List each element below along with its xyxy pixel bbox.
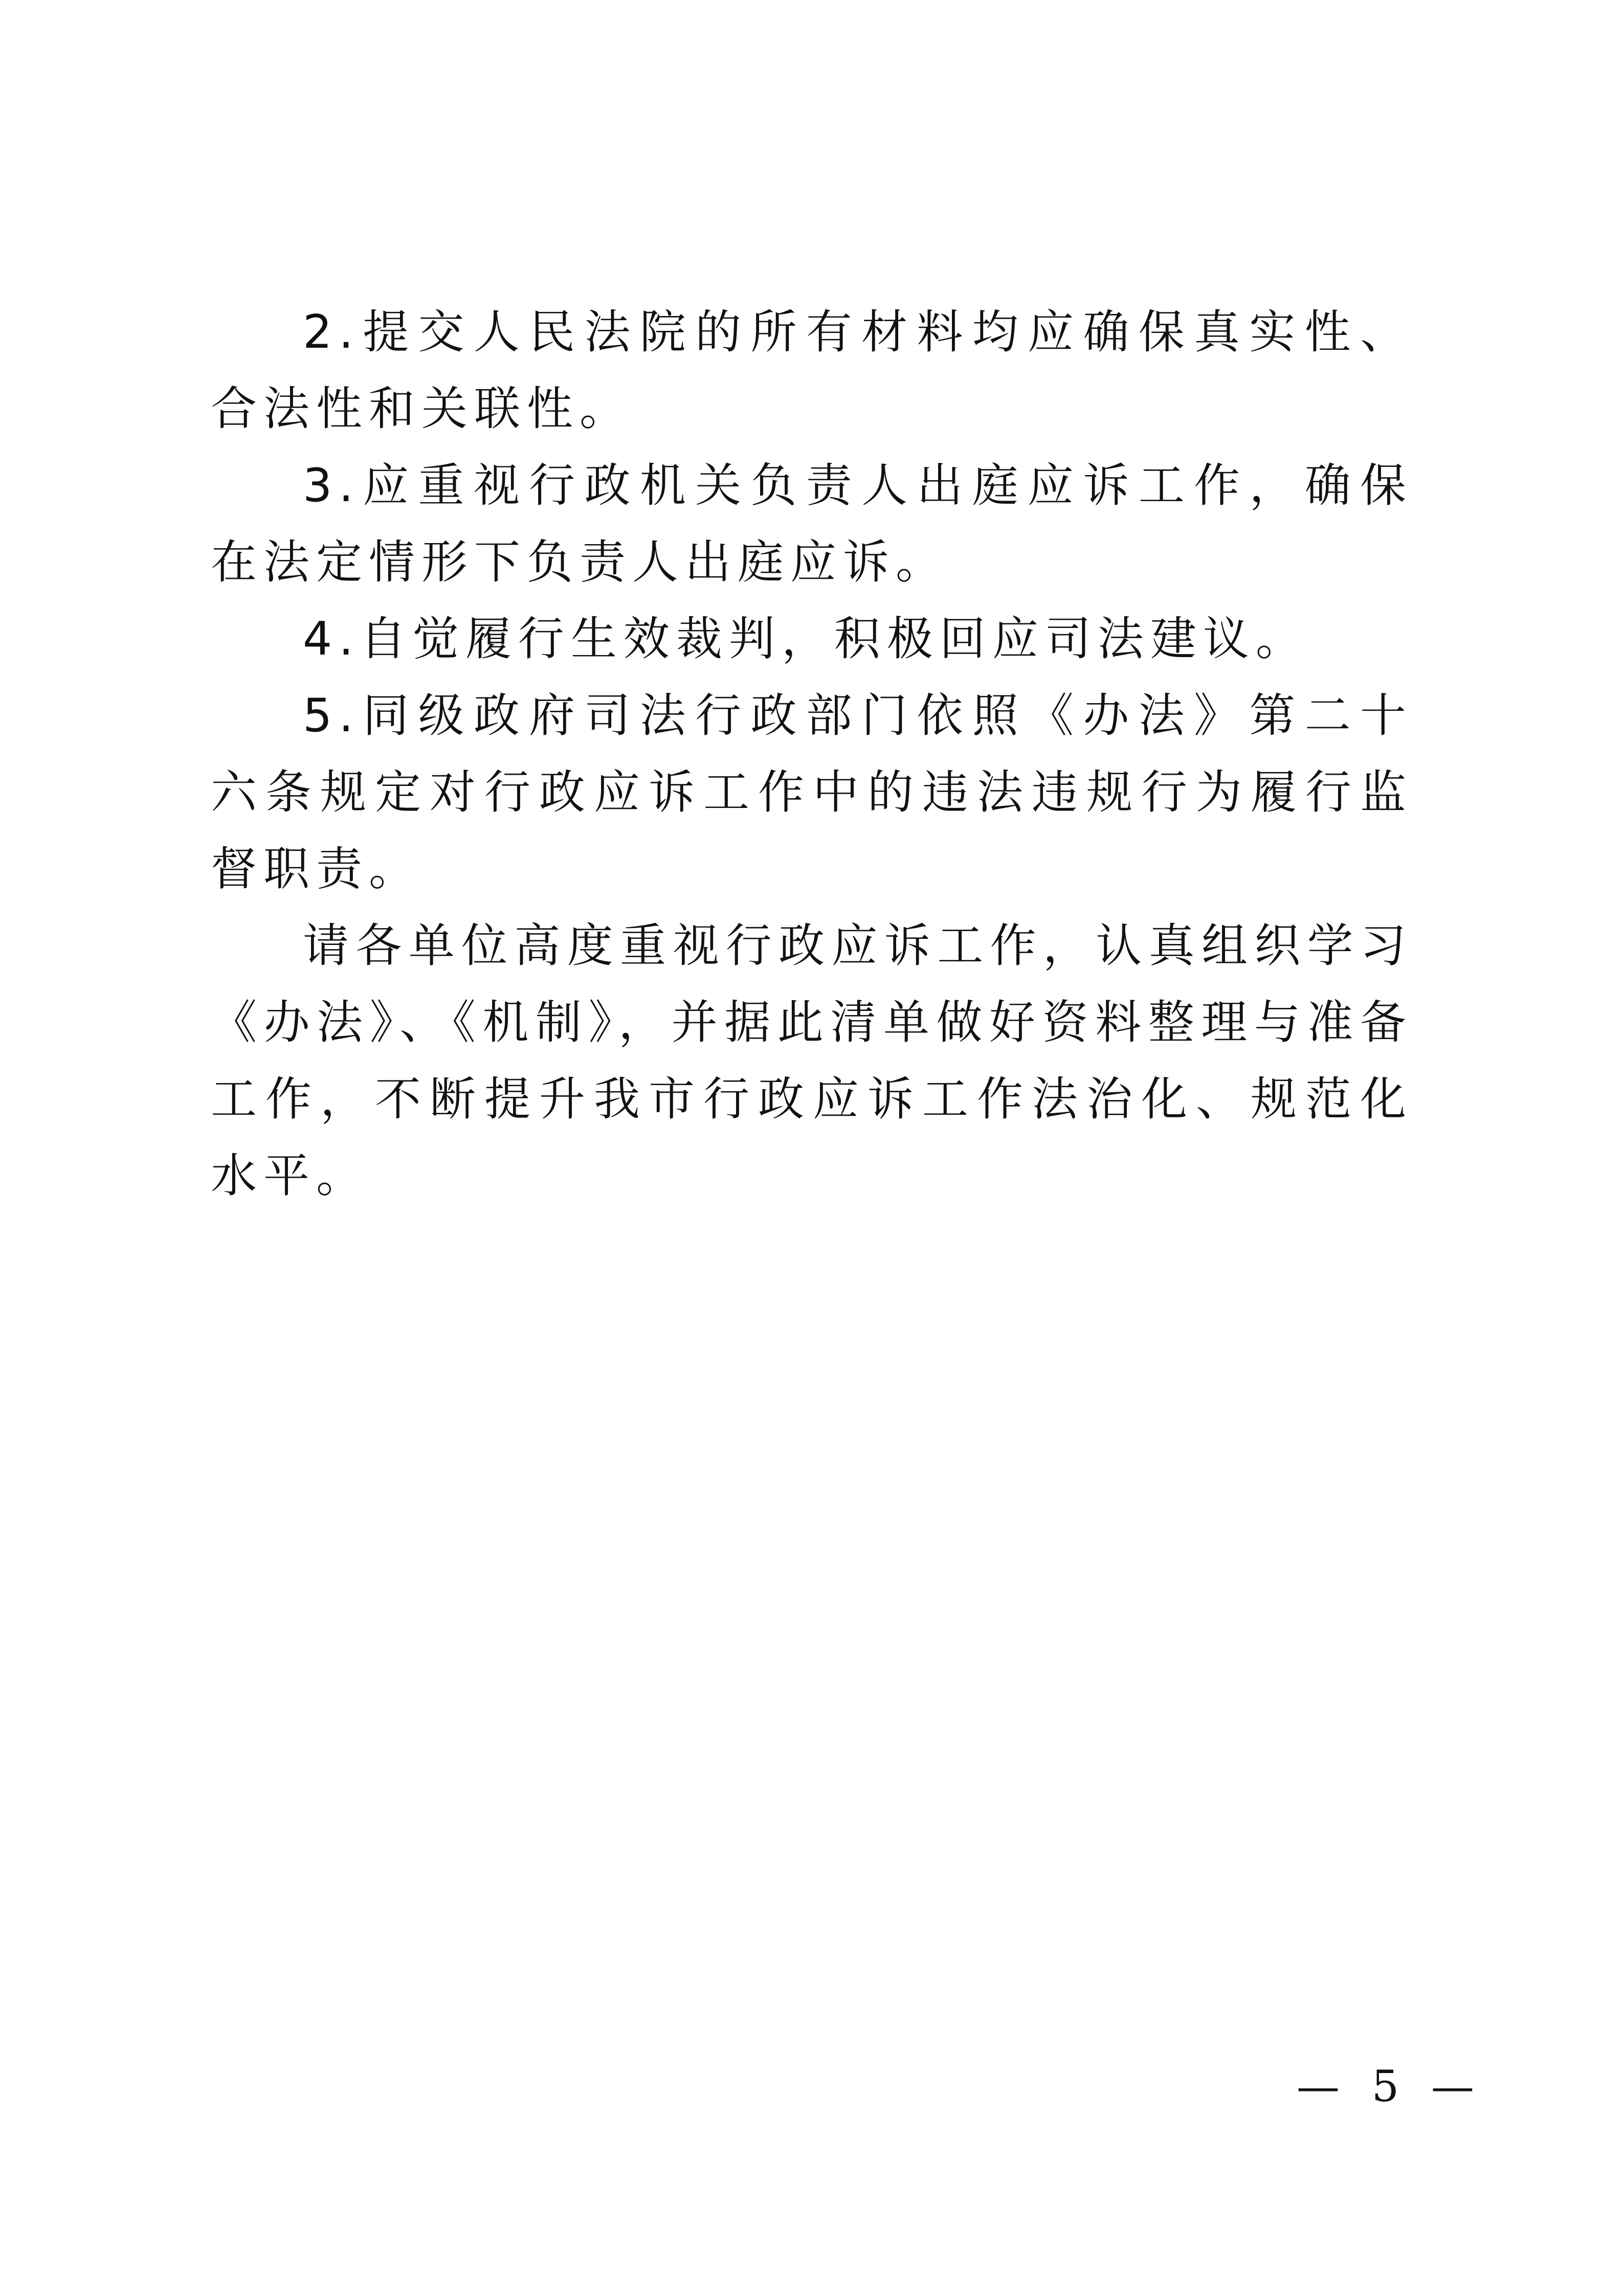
paragraph-item-4: 4.自觉履行生效裁判，积极回应司法建议。 — [303, 612, 1308, 666]
paragraph-item-2: 2.提交人民法院的所有材料均应确保真实性、合法性和关联性。 — [211, 305, 1413, 436]
closing-paragraph: 请各单位高度重视行政应诉工作，认真组织学习《办法》、《机制》，并据此清单做好资料整理与准备工作，不断提升我市行政应诉工作法治化、规范化水平。 — [211, 919, 1413, 1203]
document-body — [211, 294, 1413, 1214]
paragraph-item-3: 3.应重视行政机关负责人出庭应诉工作，确保在法定情形下负责人出庭应诉。 — [211, 459, 1413, 589]
page-number: — 5 — — [1297, 2061, 1483, 2111]
paragraph-item-5: 5.同级政府司法行政部门依照《办法》第二十六条规定对行政应诉工作中的违法违规行为履行监督职责。 — [211, 689, 1413, 896]
